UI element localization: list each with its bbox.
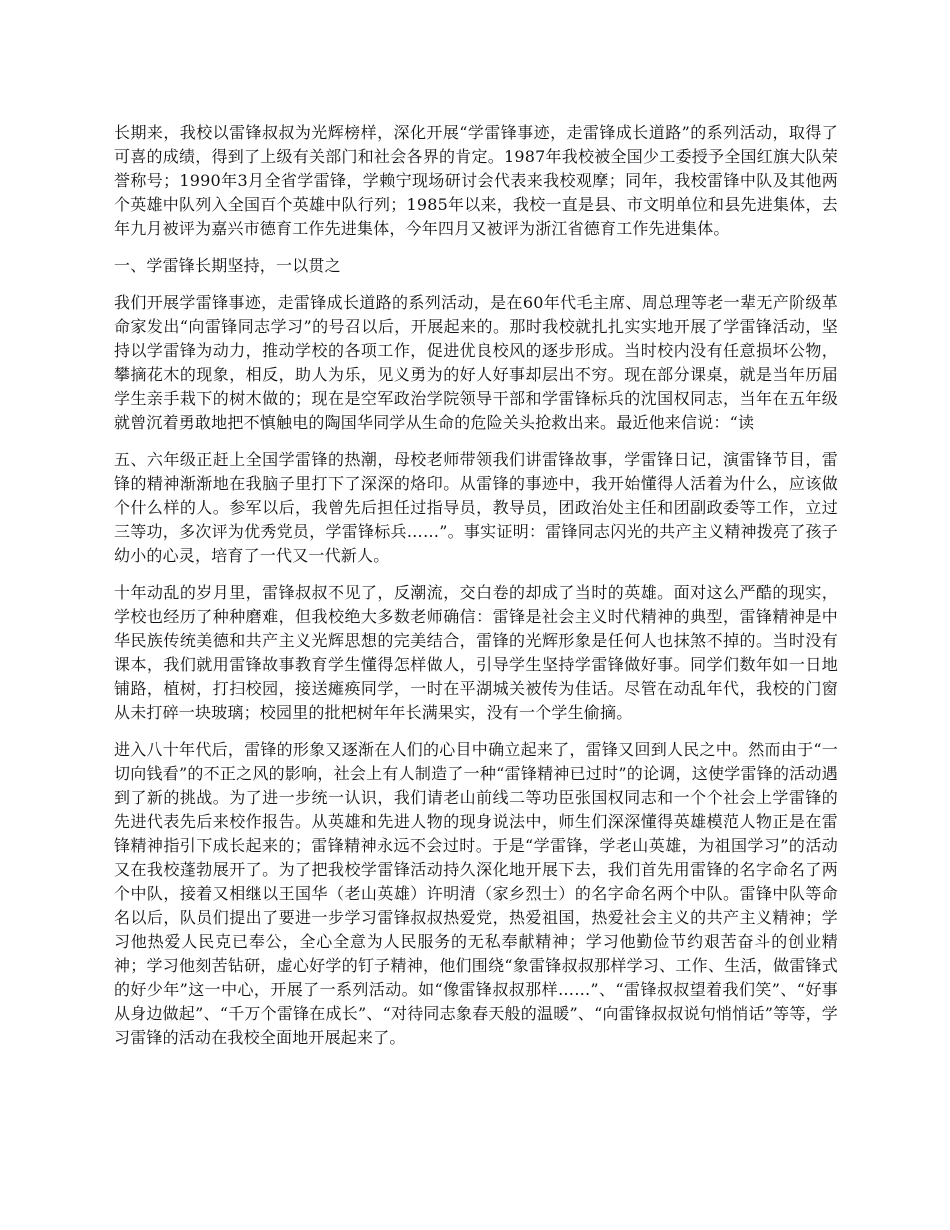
body-paragraph-3: 十年动乱的岁月里，雷锋叔叔不见了，反潮流，交白卷的却成了当时的英雄。面对这么严酷的现实，学校也经历了种种磨难，但我校绝大多数老师确信：雷锋是社会主义时代精神的典型，雷锋精神是中华民族传统美德和共产主义光辉思想的完美结合，雷锋的光辉形象是任何人也抹煞不掉的。当时没有课本，我们就用雷锋故事教育学生懂得怎样做人，引导学生坚持学雷锋做好事。同学们数年如一日地铺路，植树，打扫校园，接送瘫痪同学，一时在平湖城关被传为佳话。尽管在动乱年代，我校的门窗从未打碎一块玻璃；校园里的批杷树年年长满果实，没有一个学生偷摘。 xyxy=(114,583,838,722)
section-heading: 一、学雷锋长期坚持，一以贯之 xyxy=(114,256,341,275)
body-paragraph-4: 进入八十年代后，雷锋的形象又逐渐在人们的心目中确立起来了，雷锋又回到人民之中。然而由于“一切向钱看”的不正之风的影响，社会上有人制造了一种“雷锋精神已过时”的论调，这使学雷锋的活动遇到了新的挑战。为了进一步统一认识，我们请老山前线二等功臣张国权同志和一个个社会上学雷锋的先进代表先后来校作报告。从英雄和先进人物的现身说法中，师生们深深懂得英雄模范人物正是在雷锋精神指引下成长起来的；雷锋精神永远不会过时。于是“学雷锋，学老山英雄，为祖国学习”的活动又在我校蓬勃展开了。为了把我校学雷锋活动持久深化地开展下去，我们首先用雷锋的名字命名了两个中队，接着又相继以王国华（老山英雄）许明清（家乡烈士）的名字命名两个中队。雷锋中队等命名以后，队员们提出了要进一步学习雷锋叔叔热爱党，热爱祖国，热爱社会主义的共产主义精神；学习他热爱人民克已奉公，全心全意为人民服务的无私奉献精神；学习他勤俭节约艰苦奋斗的创业精神；学习他刻苦钻研，虚心好学的钉子精神，他们围绕“象雷锋叔叔那样学习、工作、生活，做雷锋式的好少年”这一中心，开展了一系列活动。如“像雷锋叔叔那样……”、“雷锋叔叔望着我们笑”、“好事从身边做起”、“千万个雷锋在成长”、“对待同志象春天般的温暖”、“向雷锋叔叔说句悄悄话”等等，学习雷锋的活动在我校全面地开展起来了。 xyxy=(114,740,838,1047)
body-paragraph-2: 五、六年级正赶上全国学雷锋的热潮，母校老师带领我们讲雷锋故事，学雷锋日记，演雷锋节目，雷锋的精神渐渐地在我脑子里打下了深深的烙印。从雷锋的事迹中，我开始懂得人活着为什么，应该做个什么样的人。参军以后，我曾先后担任过指导员，教导员，团政治处主任和团副政委等工作，立过三等功，多次评为优秀党员，学雷锋标兵……”。事实证明：雷锋同志闪光的共产主义精神拨亮了孩子幼小的心灵，培育了一代又一代新人。 xyxy=(114,450,838,565)
document-page xyxy=(114,0,838,1063)
intro-paragraph: 长期来，我校以雷锋叔叔为光辉榜样，深化开展“学雷锋事迹，走雷锋成长道路”的系列活动，取得了可喜的成绩，得到了上级有关部门和社会各界的肯定。1987年我校被全国少工委授予全国红旗大队荣誉称号；1990年3月全省学雷锋，学赖宁现场研讨会代表来我校观摩；同年，我校雷锋中队及其他两个英雄中队列入全国百个英雄中队行列；1985年以来，我校一直是县、市文明单位和县先进集体，去年九月被评为嘉兴市德育工作先进集体，今年四月又被评为浙江省德育工作先进集体。 xyxy=(114,123,838,238)
body-paragraph-1: 我们开展学雷锋事迹，走雷锋成长道路的系列活动，是在60年代毛主席、周总理等老一辈无产阶级革命家发出“向雷锋同志学习”的号召以后，开展起来的。那时我校就扎扎实实地开展了学雷锋活动，坚持以学雷锋为动力，推动学校的各项工作，促进优良校风的逐步形成。当时校内没有任意损坏公物，攀摘花木的现象，相反，助人为乐，见义勇为的好人好事却层出不穷。现在部分课桌，就是当年历届学生亲手栽下的树木做的；现在是空军政治学院领导干部和学雷锋标兵的沈国权同志，当年在五年级就曾沉着勇敢地把不慎触电的陶国华同学从生命的危险关头抢救出来。最近他来信说：“读 xyxy=(114,293,838,432)
